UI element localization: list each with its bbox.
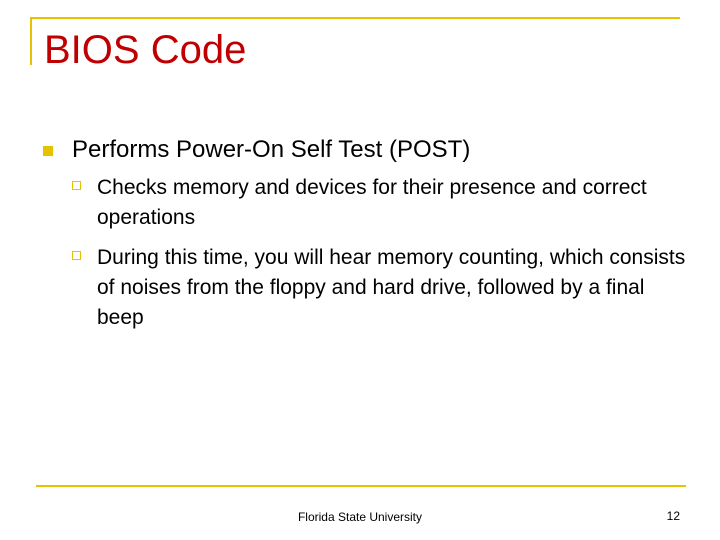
- bullet-text: Performs Power-On Self Test (POST): [72, 136, 471, 163]
- hollow-square-icon: [72, 251, 81, 260]
- hollow-square-icon: [72, 181, 81, 190]
- sub-bullet-text: Checks memory and devices for their presence and correct operations: [97, 176, 647, 229]
- footer-organization: Florida State University: [297, 510, 423, 524]
- title-frame-horizontal-line: [30, 17, 680, 19]
- page-number: 12: [666, 509, 680, 523]
- footer-divider: [36, 485, 686, 487]
- filled-square-icon: [43, 146, 53, 156]
- sub-bullet-text: During this time, you will hear memory counting, which consists of noises from the floppy and hard drive, followed by a final beep: [97, 246, 686, 329]
- slide-title: BIOS Code: [44, 28, 247, 72]
- title-frame-vertical-line: [30, 17, 32, 65]
